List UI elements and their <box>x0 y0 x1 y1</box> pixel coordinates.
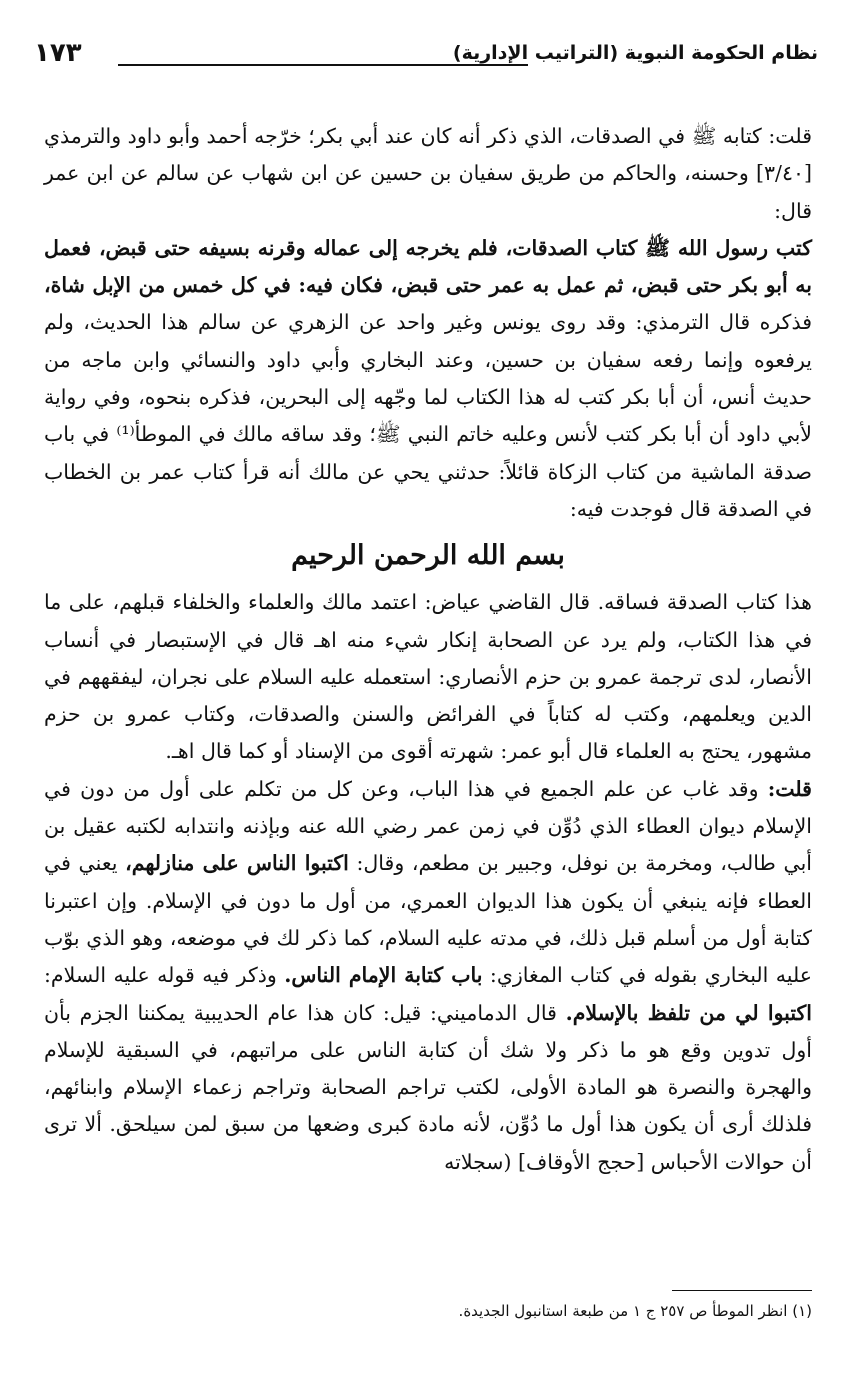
header-rule <box>118 64 528 66</box>
paragraph-4-part-d: قال الدماميني: قيل: كان هذا عام الحديبية يمكننا الجزم بأن أول تدوين وقع هو ما ذكر ولا شك أن كتابة الناس على مراتبهم، في السبقية للإسلام والهجرة والنصرة هو المادة الأولى، لكتب تراجم الصحابة وتراجم زعماء الإسلام وابنائهم، فلذلك أرى أن يكون هذا أول ما دُوِّن، لأنه مادة كبرى وضعها من سبق لمن سيلحق. ألا ترى أن حوالات الأحباس [حجج الأوقاف] (سجلاته <box>44 1000 812 1174</box>
paragraph-4-part-b: يعني في العطاء فإنه ينبغي أن يكون هذا الديوان العمري، من أول ما دون في الإسلام. وإن اعتبرنا كتابة أول من أسلم قبل ذلك، في مدته عليه السلام، كما ذكر لك في موضعه، وهو الذي بوّب عليه البخاري بقوله في كتاب المغازي: <box>44 851 812 988</box>
paragraph-4-part-c: وذكر فيه قوله عليه السلام: <box>44 963 277 988</box>
paragraph-2-rest: فذكره قال الترمذي: وقد روى يونس وغير واحد عن الزهري عن سالم هذا الحديث، ولم يرفعوه وإنما رفعه سفيان بن حسين، وعند البخاري وأبي داود والنسائي وابن ماجه من حديث أنس، أن أبا بكر كتب له هذا الكتاب لما وجّهه إلى البحرين، فذكره بنحوه، وفي رواية لأبي داود أن أبا بكر كتب لأنس وعليه خاتم النبي ﷺ؛ وقد ساقه مالك في الموطأ⁽¹⁾ في باب صدقة الماشية من كتاب الزكاة قائلاً: حدثني يحي عن مالك أنه قرأ كتاب عمر بن الخطاب في الصدقة قال فوجدت فيه: <box>44 310 812 521</box>
header-title: نظام الحكومة النبوية (التراتيب الإدارية) <box>452 42 818 64</box>
paragraph-1: قلت: كتابه ﷺ في الصدقات، الذي ذكر أنه كان عند أبي بكر؛ خرّجه أحمد وأبو داود والترمذي [٣/٤٠] وحسنه، والحاكم من طريق سفيان بن حسين عن ابن شهاب عن سالم عن ابن عمر قال: <box>44 124 812 223</box>
quote-bold-2: باب كتابة الإمام الناس. <box>284 963 483 988</box>
paragraph-4 <box>44 771 812 1181</box>
running-header <box>30 40 818 76</box>
basmala-heading: بسم الله الرحمن الرحيم <box>291 540 565 572</box>
paragraph-3: هذا كتاب الصدقة فساقه. قال القاضي عياض: اعتمد مالك والعلماء والخلفاء قبلهم، على ما في هذا الكتاب، ولم يرد عن الصحابة إنكار شيء منه اهـ قال في الإستبصار في أنساب الأنصار، لدى ترجمة عمرو بن حزم الأنصاري: استعمله عليه السلام على نجران، ليفقههم في الدين ويعلمهم، وكتب له كتاباً في الفرائض والسنن والصدقات، وكتاب عمرو بن حزم مشهور، يحتج به العلماء قال أبو عمر: شهرته أقوى من الإسناد أو كما قال اهـ. <box>44 590 812 764</box>
paragraph-4-part-a: وقد غاب عن علم الجميع في هذا الباب، وعن كل من تكلم على أول من دون في الإسلام ديوان العطاء الذي دُوِّن في زمن عمر رضي الله عنه وبإذنه وانتدابه لكتبه عقيل بن أبي طالب، ومخرمة بن نوفل، وجبير بن مطعم، وقال: <box>44 776 812 876</box>
footnote-separator <box>672 1290 812 1291</box>
hadith-quote: كتب رسول الله ﷺ كتاب الصدقات، فلم يخرجه إلى عماله وقرنه بسيفه حتى قبض، فعمل به أبو بكر حتى قبض، ثم عمل به عمر حتى قبض، فكان فيه: في كل خمس من الإبل شاة، <box>44 235 812 298</box>
quote-bold-1: اكتبوا الناس على منازلهم، <box>125 851 349 876</box>
quote-bold-3: اكتبوا لي من تلفظ بالإسلام. <box>565 1000 812 1025</box>
main-text <box>44 118 812 1181</box>
footnote: (١) انظر الموطأ ص ٢٥٧ ج ١ من طبعة استانبول الجديدة. <box>458 1302 812 1320</box>
note-label: قلت: <box>767 776 812 801</box>
paragraph-2 <box>44 230 812 528</box>
page-number: ١٧٣ <box>34 38 82 68</box>
